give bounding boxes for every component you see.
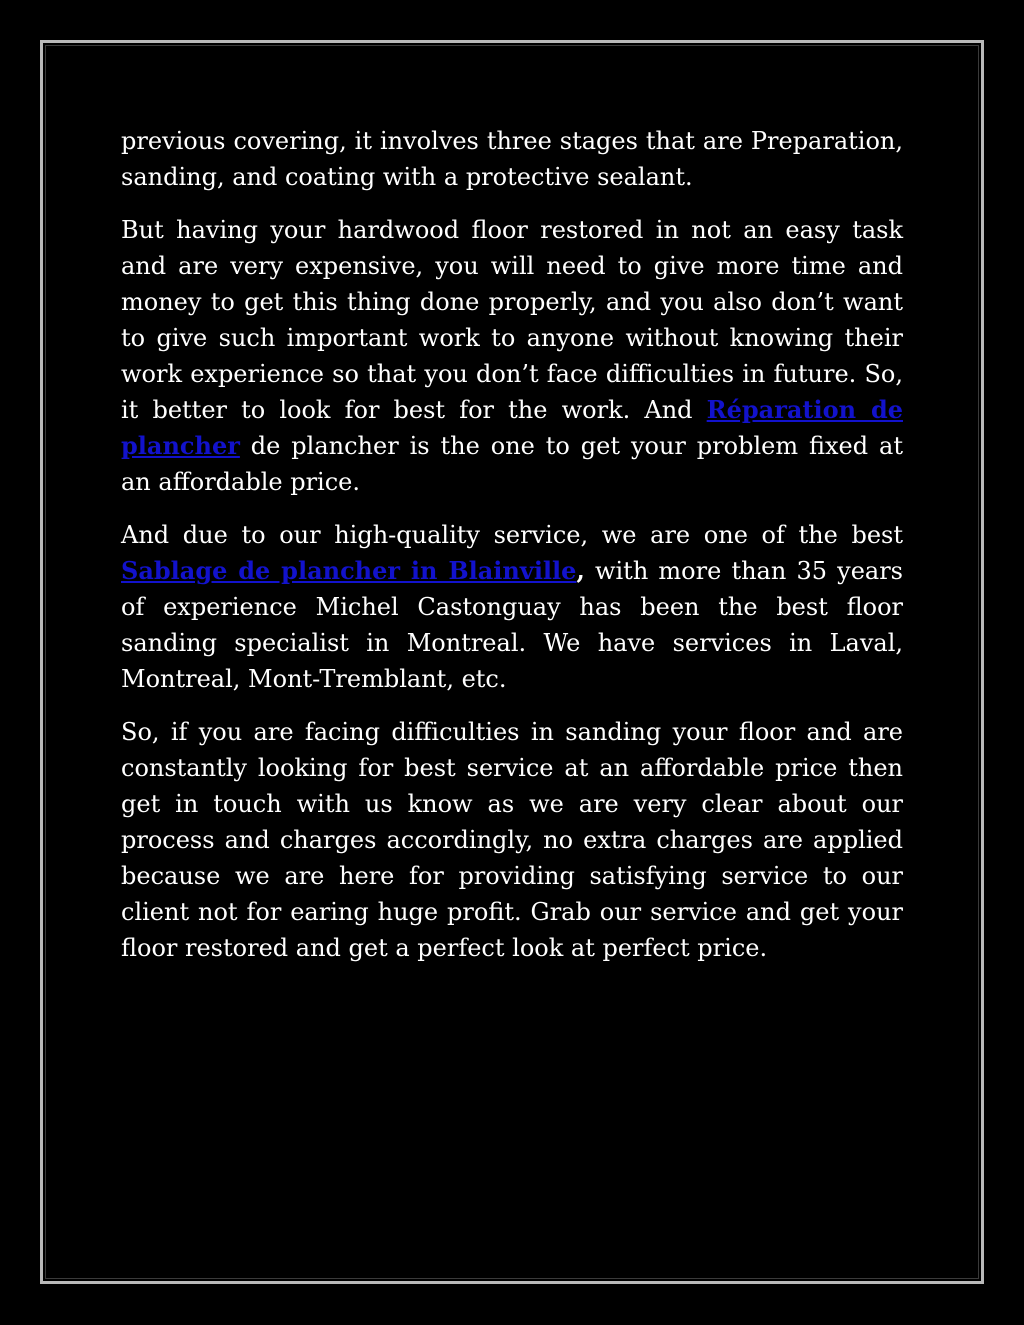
- paragraph-2-text-after: de plancher is the one to get your problem fixed at an affordable price.: [121, 432, 903, 496]
- document-body: [121, 123, 903, 983]
- paragraph-4: [121, 714, 903, 966]
- reparation-de-plancher-link[interactable]: Réparation de plancher: [121, 395, 903, 460]
- paragraph-2-text-before: But having your hardwood floor restored in not an easy task and are very expensive, you will need to give more time and money to get this thing done properly, and you also don’t want to give such important work to anyone without knowing their work experience so that you don’t face difficulties in future. So, it better to look for best for the work. And: [121, 216, 903, 424]
- paragraph-3-text-before: And due to our high-quality service, we are one of the best: [121, 521, 903, 549]
- paragraph-3: [121, 517, 903, 697]
- paragraph-1-text: previous covering, it involves three stages that are Preparation, sanding, and coating with a protective sealant.: [121, 127, 903, 191]
- paragraph-4-text: So, if you are facing difficulties in sanding your floor and are constantly looking for best service at an affordable price then get in touch with us know as we are very clear about our process and charges accordingly, no extra charges are applied because we are here for providing satisfying service to our client not for earing huge profit. Grab our service and get your floor restored and get a perfect look at perfect price.: [121, 718, 903, 962]
- paragraph-3-text-after: with more than 35 years of experience Michel Castonguay has been the best floor sanding specialist in Montreal. We have services in Laval, Montreal, Mont-Tremblant, etc.: [121, 557, 903, 693]
- paragraph-2: [121, 212, 903, 500]
- sablage-de-plancher-link[interactable]: Sablage de plancher in Blainville: [121, 556, 577, 585]
- paragraph-3-comma: ,: [576, 556, 585, 585]
- page-frame: [40, 40, 984, 1284]
- paragraph-1: [121, 123, 903, 195]
